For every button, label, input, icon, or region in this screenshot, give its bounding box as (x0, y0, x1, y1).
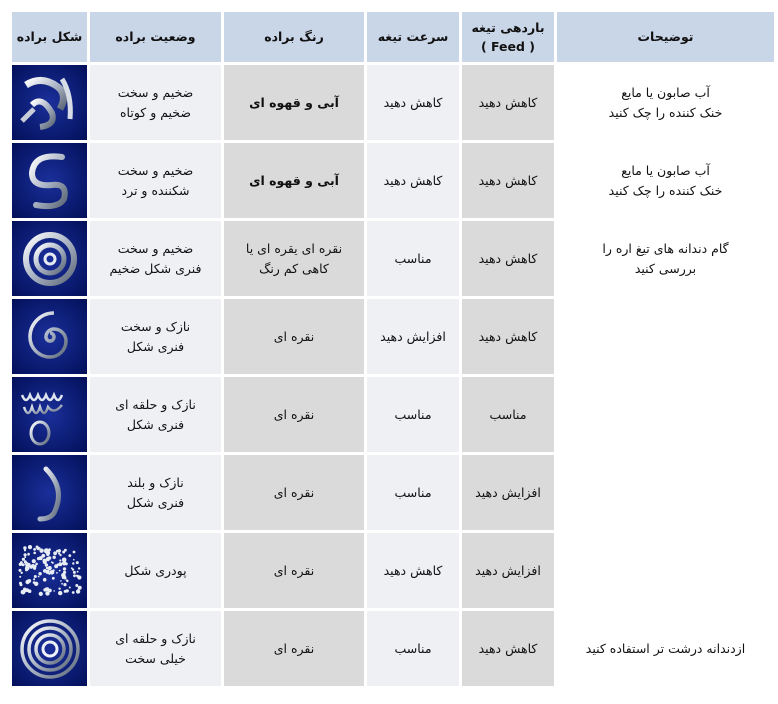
chip-state-text: فنری شکل (126, 338, 185, 354)
chip-state-text: ضخیم و سخت (117, 163, 194, 179)
blade-speed-text: کاهش دهید (383, 562, 443, 578)
chip-state-text: پودری شکل (124, 562, 187, 578)
blade-feed-cell (462, 611, 554, 686)
chip-shape-cell (12, 611, 87, 686)
chip-state-text: نازک و سخت (120, 319, 191, 335)
table-row (12, 611, 774, 686)
blade-feed-cell (462, 455, 554, 530)
table-row (12, 65, 774, 140)
blade-speed-cell (367, 533, 459, 608)
notes-text: آب صابون یا مایع (621, 85, 710, 101)
blade-speed-text: مناسب (394, 640, 432, 656)
blade-feed-cell (462, 533, 554, 608)
blade-speed-text: کاهش دهید (383, 172, 443, 188)
blade-feed-cell (462, 65, 554, 140)
chip-state-text: خیلی سخت (125, 650, 186, 666)
chip-color-text: آبی و قهوه ای (249, 94, 339, 110)
table-row (12, 143, 774, 218)
chip-state-text: فنری شکل (126, 416, 185, 432)
blade-feed-text: افزایش دهید (475, 484, 541, 500)
chip-color-cell (224, 533, 364, 608)
chip-color-text: نقره ای (273, 328, 315, 344)
chip-color-cell (224, 299, 364, 374)
blade-speed-text: مناسب (394, 250, 432, 266)
header-row (12, 12, 774, 62)
header-feed-en: ( Feed ) (480, 39, 536, 54)
chip-troubleshooting-table (9, 9, 777, 689)
thick-spiral-chip-icon (12, 221, 87, 296)
chip-color-text: نقره ای (273, 562, 315, 578)
blade-feed-text: کاهش دهید (478, 328, 538, 344)
chip-color-text: کاهی کم رنگ (259, 260, 329, 276)
table-row (12, 221, 774, 296)
notes-text: خنک کننده را چک کنید (608, 104, 723, 120)
chip-state-text: ضخیم و سخت (117, 241, 194, 257)
chip-state-text: نازک و حلقه ای (115, 397, 196, 413)
blade-speed-text: مناسب (394, 484, 432, 500)
blade-speed-cell (367, 611, 459, 686)
chip-color-cell (224, 143, 364, 218)
chip-shape-cell (12, 299, 87, 374)
chip-state-text: ضخیم و کوتاه (119, 104, 191, 120)
chip-color-cell (224, 221, 364, 296)
table-row (12, 455, 774, 530)
chip-state-text: فنری شکل (126, 494, 185, 510)
notes-text: ازدندانه درشت تر استفاده کنید (585, 640, 746, 656)
blade-speed-cell (367, 455, 459, 530)
chip-state-cell (90, 221, 221, 296)
header-notes: توضیحات (557, 12, 774, 62)
chip-state-cell (90, 143, 221, 218)
blade-feed-text: کاهش دهید (478, 94, 538, 110)
chip-shape-cell (12, 455, 87, 530)
notes-cell (557, 65, 774, 140)
notes-cell (557, 455, 774, 530)
large-spiral-chip-icon (12, 611, 87, 686)
long-arc-chip-icon (12, 455, 87, 530)
chip-state-text: ضخیم و سخت (117, 85, 194, 101)
table-body (12, 65, 774, 686)
blue-curled-chips-icon (12, 65, 87, 140)
blade-feed-text: مناسب (489, 406, 527, 422)
chip-state-cell (90, 377, 221, 452)
chip-color-cell (224, 65, 364, 140)
header-shape: شکل براده (12, 12, 87, 62)
notes-text: خنک کننده را چک کنید (608, 182, 723, 198)
chip-shape-cell (12, 221, 87, 296)
chip-shape-cell (12, 65, 87, 140)
header-state: وضعیت براده (90, 12, 221, 62)
chip-color-cell (224, 455, 364, 530)
blade-feed-text: افزایش دهید (475, 562, 541, 578)
chip-shape-cell (12, 143, 87, 218)
chip-color-cell (224, 377, 364, 452)
blade-speed-cell (367, 143, 459, 218)
header-feed-fa: باردهی تیغه (471, 19, 545, 35)
blade-feed-cell (462, 299, 554, 374)
chip-color-text: نقره ای (273, 484, 315, 500)
chip-state-text: فنری شکل ضخیم (109, 260, 202, 276)
chip-color-cell (224, 611, 364, 686)
chip-state-cell (90, 533, 221, 608)
chip-state-text: شکننده و ترد (121, 182, 190, 198)
table-row (12, 377, 774, 452)
chip-color-text: نقره ای (273, 640, 315, 656)
notes-cell (557, 533, 774, 608)
table-row (12, 299, 774, 374)
chip-state-cell (90, 455, 221, 530)
chip-state-cell (90, 611, 221, 686)
blade-feed-cell (462, 143, 554, 218)
blade-speed-cell (367, 377, 459, 452)
blade-speed-cell (367, 221, 459, 296)
blade-feed-text: کاهش دهید (478, 640, 538, 656)
chip-color-text: نقره ای (273, 406, 315, 422)
coil-ring-chip-icon (12, 377, 87, 452)
blade-speed-cell (367, 65, 459, 140)
notes-cell (557, 143, 774, 218)
thin-spiral-chip-icon (12, 299, 87, 374)
notes-text: آب صابون یا مایع (621, 163, 710, 179)
chip-state-cell (90, 65, 221, 140)
blade-feed-text: کاهش دهید (478, 172, 538, 188)
notes-cell (557, 221, 774, 296)
powder-chip-icon (12, 533, 87, 608)
blade-feed-cell (462, 221, 554, 296)
notes-text: بررسی کنید (634, 260, 697, 276)
notes-cell (557, 377, 774, 452)
chip-color-text: نقره ای یقره ای یا (245, 241, 343, 257)
chip-state-text: نازک و بلند (127, 475, 184, 491)
chip-color-text: آبی و قهوه ای (249, 172, 339, 188)
blade-speed-cell (367, 299, 459, 374)
notes-text: گام دندانه های تیغ اره را (602, 241, 729, 257)
header-feed (462, 12, 554, 62)
chip-state-text: نازک و حلقه ای (115, 631, 196, 647)
header-color: رنگ براده (224, 12, 364, 62)
blade-speed-text: افزایش دهید (380, 328, 446, 344)
broken-curl-chip-icon (12, 143, 87, 218)
chip-state-cell (90, 299, 221, 374)
notes-cell (557, 611, 774, 686)
notes-cell (557, 299, 774, 374)
table-row (12, 533, 774, 608)
blade-speed-text: کاهش دهید (383, 94, 443, 110)
blade-speed-text: مناسب (394, 406, 432, 422)
header-speed: سرعت تیغه (367, 12, 459, 62)
chip-shape-cell (12, 533, 87, 608)
blade-feed-cell (462, 377, 554, 452)
blade-feed-text: کاهش دهید (478, 250, 538, 266)
chip-shape-cell (12, 377, 87, 452)
